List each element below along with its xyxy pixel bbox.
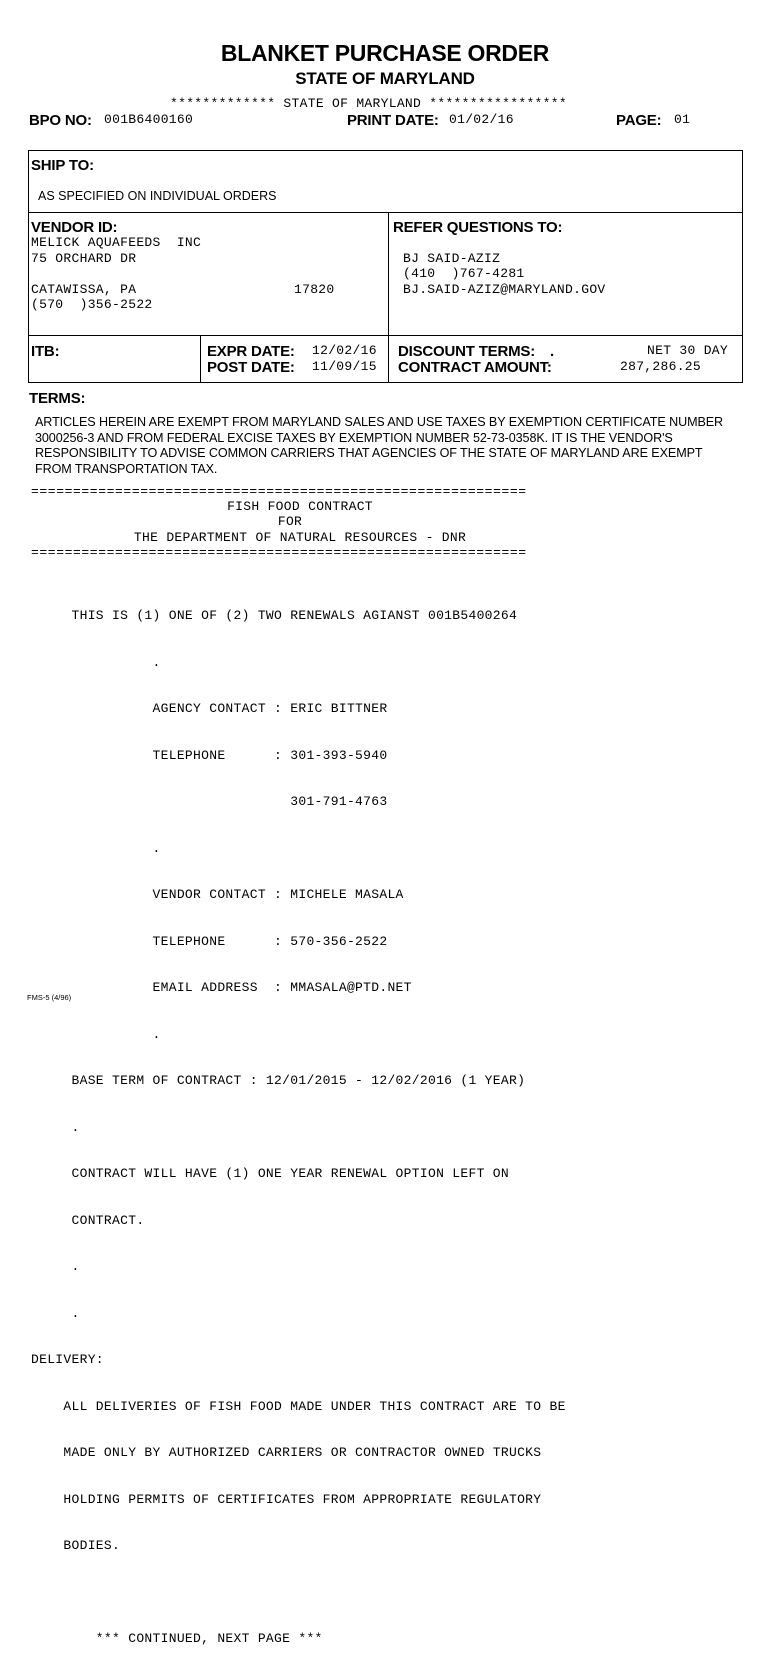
vendor-city: CATAWISSA, PA <box>31 282 137 297</box>
document-subtitle: STATE OF MARYLAND <box>295 69 475 88</box>
contract-department: THE DEPARTMENT OF NATURAL RESOURCES - DNR <box>133 530 467 545</box>
refer-email: BJ.SAID-AZIZ@MARYLAND.GOV <box>403 282 606 297</box>
itb-label: ITB: <box>31 343 60 360</box>
body-line: ALL DELIVERIES OF FISH FOOD MADE UNDER THIS CONTRACT ARE TO BE <box>31 1398 566 1414</box>
refer-questions-label: REFER QUESTIONS TO: <box>393 219 563 236</box>
contract-for: FOR <box>277 514 303 529</box>
contract-amount-value: 287,286.25 <box>620 359 702 374</box>
terms-text: ARTICLES HEREIN ARE EXEMPT FROM MARYLAND SALES AND USE TAXES BY EXEMPTION CERTIFICATE NUMBER 3000256-3 AND FROM FEDERAL EXCISE TAXES BY EXEMPTION NUMBER 52-73-0358K. IT IS THE VENDOR'S RESPONSIBILITY TO ADVISE COMMON CARRIERS THAT AGENCIES OF THE STATE OF MARYLAND ARE EXEMPT FROM TRANSPORTATION TAX. <box>35 415 724 476</box>
discount-terms-label: DISCOUNT TERMS: <box>398 343 535 360</box>
vendor-street: 75 ORCHARD DR <box>31 251 137 266</box>
page-label: PAGE: <box>616 112 662 129</box>
body-line: MADE ONLY BY AUTHORIZED CARRIERS OR CONTRACTOR OWNED TRUCKS <box>31 1445 542 1460</box>
separator-rule-top: =========================================================== <box>31 484 527 499</box>
contract-amount-label: CONTRACT AMOUNT: <box>398 359 552 376</box>
body-line: CONTRACT WILL HAVE (1) ONE YEAR RENEWAL OPTION LEFT ON <box>31 1166 509 1181</box>
refer-phone: (410 )767-4281 <box>403 266 525 281</box>
bpo-number-label: BPO NO: <box>29 112 92 129</box>
separator-rule-bottom: =========================================================== <box>31 545 527 560</box>
ship-to-divider <box>28 212 743 213</box>
vendor-name: MELICK AQUAFEEDS INC <box>31 235 202 250</box>
itb-divider <box>200 335 201 383</box>
body-line <box>31 1585 566 1601</box>
post-date-value: 11/09/15 <box>312 359 377 374</box>
form-id: FMS-5 (4/96) <box>27 993 72 1002</box>
body-line: . <box>31 840 161 856</box>
vendor-divider <box>28 335 743 336</box>
body-line: . <box>31 1119 80 1135</box>
body-line: AGENCY CONTACT : ERIC BITTNER <box>31 701 388 716</box>
body-line: . <box>31 654 161 670</box>
terms-label: TERMS: <box>29 390 86 407</box>
bpo-number-value: 001B6400160 <box>104 112 194 127</box>
body-line: . <box>31 1305 80 1321</box>
print-date-label: PRINT DATE: <box>347 112 439 129</box>
body-line: . <box>31 1259 80 1274</box>
expr-date-value: 12/02/16 <box>312 343 377 358</box>
print-date-value: 01/02/16 <box>449 112 514 127</box>
contract-title: FISH FOOD CONTRACT <box>227 499 373 514</box>
body-line: BODIES. <box>31 1538 121 1553</box>
discount-terms-value: NET 30 DAY <box>647 343 729 358</box>
body-line: THIS IS (1) ONE OF (2) TWO RENEWALS AGIANST 001B5400264 <box>31 608 518 623</box>
expr-date-label: EXPR DATE: <box>207 343 295 360</box>
vendor-phone: (570 )356-2522 <box>31 297 153 312</box>
body-line: VENDOR CONTACT : MICHELE MASALA <box>31 887 404 902</box>
discount-terms-dot: . <box>550 343 554 360</box>
vendor-id-label: VENDOR ID: <box>31 219 118 236</box>
body-line: TELEPHONE : 570-356-2522 <box>31 933 388 949</box>
body-line: DELIVERY: <box>31 1352 104 1367</box>
body-line: BASE TERM OF CONTRACT : 12/01/2015 - 12/02/2016 (1 YEAR) <box>31 1073 526 1088</box>
body-line: *** CONTINUED, NEXT PAGE *** <box>31 1631 323 1646</box>
ship-to-label: SHIP TO: <box>31 157 94 174</box>
body-line: TELEPHONE : 301-393-5940 <box>31 747 388 763</box>
refer-name: BJ SAID-AZIZ <box>403 251 501 266</box>
body-line: 301-791-4763 <box>31 794 388 809</box>
contract-body <box>31 577 566 1662</box>
body-line: HOLDING PERMITS OF CERTIFICATES FROM APPROPRIATE REGULATORY <box>31 1491 542 1507</box>
body-line: CONTRACT. <box>31 1212 145 1228</box>
center-divider <box>388 212 389 383</box>
page-number-value: 01 <box>674 112 691 127</box>
document-title: BLANKET PURCHASE ORDER <box>220 40 550 66</box>
state-banner: ************* STATE OF MARYLAND ***************** <box>170 96 567 111</box>
vendor-zip: 17820 <box>294 282 335 297</box>
post-date-label: POST DATE: <box>207 359 295 376</box>
body-line: . <box>31 1026 161 1042</box>
order-info-box <box>28 150 743 383</box>
ship-to-value: AS SPECIFIED ON INDIVIDUAL ORDERS <box>38 189 277 203</box>
body-line: EMAIL ADDRESS : MMASALA@PTD.NET <box>31 980 412 995</box>
